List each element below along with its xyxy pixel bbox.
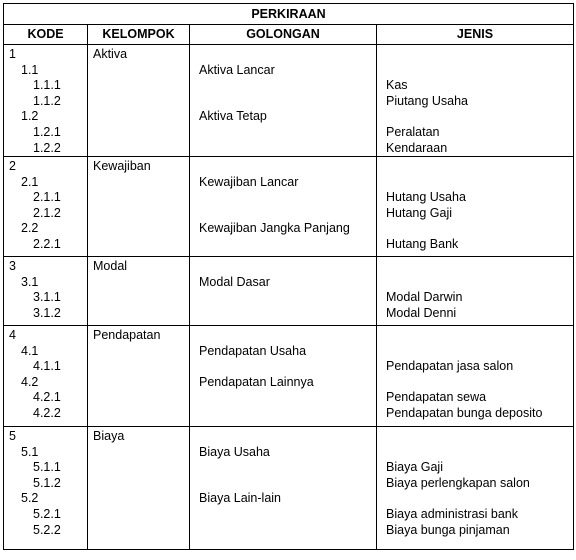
kelompok-text: Pendapatan: [93, 328, 161, 342]
header-jenis: JENIS: [377, 25, 574, 45]
kode-text: 5.1.2: [33, 475, 61, 490]
kode-text: 5: [9, 429, 16, 443]
kode-text: 1.1.1: [33, 78, 61, 93]
table-title: PERKIRAAN: [4, 4, 574, 25]
golongan-text: Pendapatan Usaha: [199, 343, 307, 358]
kode-text: 5.2: [21, 491, 39, 506]
kode-text: 1: [9, 47, 16, 61]
kode-text: 4.2.1: [33, 390, 61, 405]
table-row: [4, 326, 574, 427]
cell-jenis: [377, 257, 574, 326]
kode-text: 2.2.1: [33, 237, 61, 251]
kode-text: 5.1: [21, 444, 39, 459]
kelompok-text: Modal: [93, 259, 128, 273]
cell-kelompok: [88, 157, 190, 257]
header-kelompok: KELOMPOK: [88, 25, 190, 45]
cell-kode: [4, 257, 88, 326]
golongan-text: Kewajiban Jangka Panjang: [199, 221, 350, 236]
jenis-text: Peralatan: [386, 125, 440, 139]
jenis-text: Pendapatan bunga deposito: [386, 406, 543, 420]
table-row: [4, 157, 574, 257]
kode-text: 3.1.1: [33, 290, 61, 305]
jenis-text: Hutang Gaji: [386, 205, 453, 220]
kode-text: 5.2.2: [33, 522, 61, 537]
jenis-text: Hutang Bank: [386, 237, 459, 251]
kode-text: 2: [9, 159, 16, 173]
golongan-text: Modal Dasar: [199, 274, 270, 289]
kode-text: 2.1.2: [33, 205, 61, 220]
kode-text: 5.1.1: [33, 460, 61, 475]
golongan-text: Aktiva Lancar: [199, 62, 275, 77]
table-row: [4, 427, 574, 550]
perkiraan-table: [3, 3, 574, 550]
cell-jenis: [377, 45, 574, 157]
kode-text: 1.2.2: [33, 140, 61, 155]
cell-golongan: [190, 45, 377, 157]
cell-kelompok: [88, 427, 190, 550]
golongan-text: Aktiva Tetap: [199, 109, 267, 124]
golongan-text: Pendapatan Lainnya: [199, 374, 314, 389]
kode-text: 2.1.1: [33, 190, 61, 205]
jenis-text: Modal Darwin: [386, 290, 463, 305]
cell-kode: [4, 427, 88, 550]
kode-text: 1.1.2: [33, 93, 61, 108]
kode-text: 4.2.2: [33, 406, 61, 420]
kode-text: 5.2.1: [33, 507, 61, 521]
cell-kelompok: [88, 45, 190, 157]
cell-jenis: [377, 427, 574, 550]
cell-golongan: [190, 427, 377, 550]
header-kode: KODE: [4, 25, 88, 45]
kode-text: 1.2.1: [33, 125, 61, 139]
jenis-text: Hutang Usaha: [386, 190, 466, 205]
jenis-text: Biaya perlengkapan salon: [386, 475, 530, 490]
kode-text: 4.1.1: [33, 359, 61, 374]
jenis-text: Biaya administrasi bank: [386, 507, 519, 521]
golongan-text: Kewajiban Lancar: [199, 174, 299, 189]
jenis-text: Piutang Usaha: [386, 93, 469, 108]
kode-text: 1.2: [21, 109, 39, 124]
kode-text: 4.2: [21, 374, 39, 389]
kode-text: 3.1: [21, 274, 39, 289]
cell-kode: [4, 157, 88, 257]
kode-text: 2.2: [21, 221, 39, 236]
jenis-text: Modal Denni: [386, 305, 457, 320]
header-golongan: GOLONGAN: [190, 25, 377, 45]
table-body: [4, 45, 574, 550]
kode-text: 4.1: [21, 343, 39, 358]
kode-text: 4: [9, 328, 16, 342]
table-row: [4, 45, 574, 157]
kelompok-text: Aktiva: [93, 47, 128, 61]
cell-kode: [4, 45, 88, 157]
cell-golongan: [190, 157, 377, 257]
jenis-text: Kas: [386, 78, 408, 93]
cell-jenis: [377, 157, 574, 257]
table-row: [4, 257, 574, 326]
kelompok-text: Biaya: [93, 429, 125, 443]
jenis-text: Biaya Gaji: [386, 460, 443, 475]
golongan-text: Biaya Lain-lain: [199, 491, 281, 506]
cell-golongan: [190, 326, 377, 427]
cell-kode: [4, 326, 88, 427]
cell-kelompok: [88, 257, 190, 326]
kode-text: 1.1: [21, 62, 39, 77]
kelompok-text: Kewajiban: [93, 159, 151, 173]
cell-jenis: [377, 326, 574, 427]
golongan-text: Biaya Usaha: [199, 444, 270, 459]
jenis-text: Biaya bunga pinjaman: [386, 522, 510, 537]
kode-text: 3.1.2: [33, 305, 61, 320]
jenis-text: Kendaraan: [386, 140, 448, 155]
cell-kelompok: [88, 326, 190, 427]
jenis-text: Pendapatan sewa: [386, 390, 487, 405]
kode-text: 2.1: [21, 174, 39, 189]
cell-golongan: [190, 257, 377, 326]
kode-text: 3: [9, 259, 16, 273]
jenis-text: Pendapatan jasa salon: [386, 359, 514, 374]
